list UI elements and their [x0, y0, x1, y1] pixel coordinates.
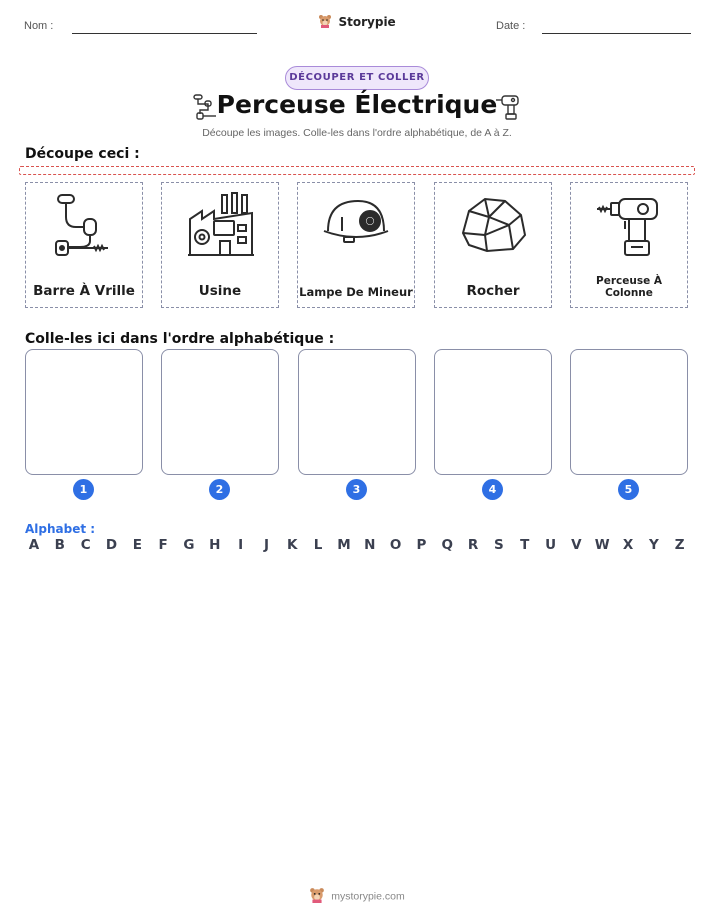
- cut-heading: Découpe ceci :: [25, 146, 140, 162]
- letter: Y: [648, 537, 659, 553]
- instructions: Découpe les images. Colle-les dans l'ordre alphabétique, de A à Z.: [202, 127, 512, 139]
- letter: W: [594, 537, 610, 553]
- power-drill-icon: [595, 191, 665, 261]
- letter: Z: [674, 537, 685, 553]
- letter: T: [520, 537, 530, 553]
- page-title: Perceuse Électrique: [216, 90, 498, 119]
- footer: [0, 887, 714, 906]
- power-drill-small-icon: [494, 92, 524, 122]
- slot-number-3: 3: [346, 479, 367, 500]
- card-label: Lampe De Mineur: [299, 285, 413, 299]
- slot-number-1: 1: [73, 479, 94, 500]
- alphabet-row: [25, 537, 689, 553]
- cut-card-lampe-de-mineur[interactable]: [297, 182, 415, 308]
- name-label: Nom :: [24, 20, 54, 32]
- letter: D: [105, 537, 118, 553]
- letter: I: [238, 537, 244, 553]
- letter: N: [364, 537, 376, 553]
- slot-number-5: 5: [618, 479, 639, 500]
- name-line: [72, 33, 257, 34]
- slot-number-4: 4: [482, 479, 503, 500]
- bear-logo-icon: [318, 14, 332, 31]
- letter: G: [183, 537, 195, 553]
- letter: J: [263, 537, 269, 553]
- letter: B: [54, 537, 65, 553]
- factory-icon: [186, 191, 256, 261]
- paste-box-1[interactable]: [25, 349, 143, 475]
- rock-icon: [459, 191, 529, 261]
- letter: O: [389, 537, 402, 553]
- brand-name: Storypie: [338, 15, 396, 29]
- cut-card-usine[interactable]: [161, 182, 279, 308]
- letter: C: [80, 537, 91, 553]
- brace-drill-icon: [50, 191, 120, 261]
- date-line: [542, 33, 691, 34]
- letter: H: [209, 537, 221, 553]
- paste-box-2[interactable]: [161, 349, 279, 475]
- paste-box-5[interactable]: [570, 349, 688, 475]
- cut-card-barre-a-vrille[interactable]: [25, 182, 143, 308]
- paste-box-3[interactable]: [298, 349, 416, 475]
- activity-badge: DÉCOUPER ET COLLER: [285, 66, 429, 90]
- letter: R: [467, 537, 479, 553]
- letter: S: [494, 537, 504, 553]
- brand-logo: [0, 14, 714, 31]
- letter: X: [622, 537, 634, 553]
- cut-card-perceuse-a-colonne[interactable]: [570, 182, 688, 308]
- paste-heading: Colle-les ici dans l'ordre alphabétique :: [25, 331, 335, 347]
- footer-url[interactable]: mystorypie.com: [331, 890, 405, 903]
- bear-footer-icon: [309, 887, 325, 906]
- letter: U: [545, 537, 557, 553]
- letter: L: [313, 537, 323, 553]
- date-label: Date :: [496, 20, 526, 32]
- letter: E: [132, 537, 142, 553]
- letter: F: [158, 537, 168, 553]
- alphabet-heading: Alphabet :: [25, 522, 96, 536]
- slot-number-2: 2: [209, 479, 230, 500]
- letter: P: [416, 537, 427, 553]
- card-label: Barre À Vrille: [33, 283, 135, 299]
- letter: A: [28, 537, 40, 553]
- letter: V: [571, 537, 582, 553]
- cut-line: [19, 166, 695, 175]
- paste-box-4[interactable]: [434, 349, 552, 475]
- letter: M: [337, 537, 351, 553]
- card-label: Perceuse À Colonne: [596, 275, 662, 299]
- cut-card-rocher[interactable]: [434, 182, 552, 308]
- card-label: Usine: [198, 283, 242, 299]
- letter: K: [287, 537, 298, 553]
- miner-helmet-lamp-icon: [322, 191, 392, 261]
- letter: Q: [441, 537, 453, 553]
- card-label: Rocher: [466, 283, 520, 299]
